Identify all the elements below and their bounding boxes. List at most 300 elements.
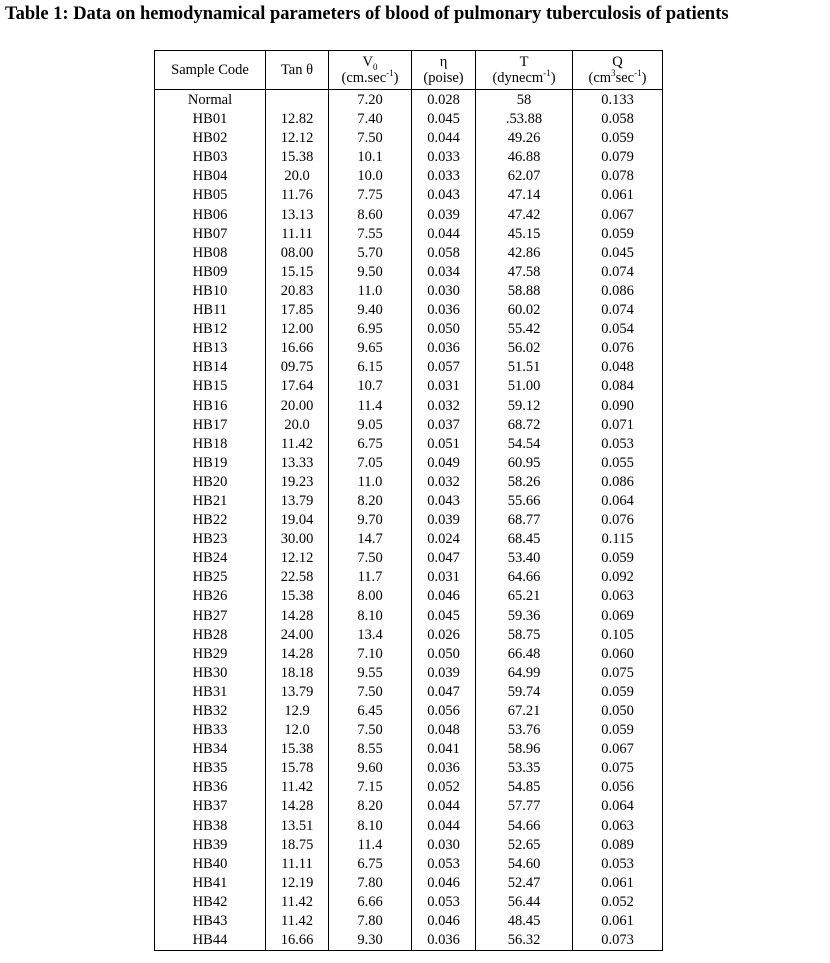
q-cell: 0.092 xyxy=(573,568,663,587)
v0-cell: 7.05 xyxy=(329,454,412,473)
sample-code-cell: HB23 xyxy=(155,530,266,549)
t-cell: 49.26 xyxy=(476,129,573,148)
v0-cell: 9.05 xyxy=(329,416,412,435)
tan-theta-cell: 20.83 xyxy=(266,282,329,301)
t-cell: 45.15 xyxy=(476,225,573,244)
eta-cell: 0.031 xyxy=(412,377,476,396)
q-cell: 0.061 xyxy=(573,912,663,931)
table-row xyxy=(155,740,663,759)
sample-code-cell: HB36 xyxy=(155,778,266,797)
tan-theta-cell: 09.75 xyxy=(266,358,329,377)
tan-theta-cell: 12.0 xyxy=(266,721,329,740)
table-row xyxy=(155,339,663,358)
q-cell: 0.055 xyxy=(573,454,663,473)
t-cell: 62.07 xyxy=(476,167,573,186)
eta-cell: 0.030 xyxy=(412,836,476,855)
eta-cell: 0.031 xyxy=(412,568,476,587)
sample-code-cell: HB39 xyxy=(155,836,266,855)
sample-code-cell: HB19 xyxy=(155,454,266,473)
sample-code-cell: HB09 xyxy=(155,263,266,282)
eta-cell: 0.036 xyxy=(412,931,476,951)
eta-cell: 0.044 xyxy=(412,817,476,836)
sample-code-cell: HB37 xyxy=(155,797,266,816)
table-row xyxy=(155,377,663,396)
t-cell: 68.77 xyxy=(476,511,573,530)
t-cell: 42.86 xyxy=(476,244,573,263)
table-row xyxy=(155,645,663,664)
table-row xyxy=(155,664,663,683)
v0-cell: 7.50 xyxy=(329,129,412,148)
tan-theta-cell: 13.33 xyxy=(266,454,329,473)
v0-cell: 7.50 xyxy=(329,721,412,740)
t-cell: 58.26 xyxy=(476,473,573,492)
tan-theta-cell xyxy=(266,90,329,111)
q-cell: 0.052 xyxy=(573,893,663,912)
v0-cell: 6.66 xyxy=(329,893,412,912)
t-cell: 67.21 xyxy=(476,702,573,721)
v0-cell: 14.7 xyxy=(329,530,412,549)
q-cell: 0.078 xyxy=(573,167,663,186)
t-cell: 59.74 xyxy=(476,683,573,702)
table-header xyxy=(155,51,663,90)
tan-theta-cell: 15.38 xyxy=(266,587,329,606)
q-cell: 0.089 xyxy=(573,836,663,855)
eta-cell: 0.053 xyxy=(412,893,476,912)
tan-theta-cell: 16.66 xyxy=(266,339,329,358)
v0-cell: 7.75 xyxy=(329,186,412,205)
eta-cell: 0.057 xyxy=(412,358,476,377)
eta-cell: 0.033 xyxy=(412,148,476,167)
v0-cell: 9.55 xyxy=(329,664,412,683)
sample-code-cell: HB29 xyxy=(155,645,266,664)
t-cell: 59.36 xyxy=(476,607,573,626)
eta-cell: 0.043 xyxy=(412,186,476,205)
t-cell: 64.99 xyxy=(476,664,573,683)
v0-cell: 7.15 xyxy=(329,778,412,797)
t-cell: 68.45 xyxy=(476,530,573,549)
q-cell: 0.076 xyxy=(573,511,663,530)
eta-cell: 0.032 xyxy=(412,473,476,492)
t-cell: 64.66 xyxy=(476,568,573,587)
t-cell: 48.45 xyxy=(476,912,573,931)
q-cell: 0.059 xyxy=(573,129,663,148)
sample-code-cell: HB35 xyxy=(155,759,266,778)
v0-cell: 9.70 xyxy=(329,511,412,530)
sample-code-cell: HB27 xyxy=(155,607,266,626)
t-cell: 47.58 xyxy=(476,263,573,282)
tan-theta-cell: 16.66 xyxy=(266,931,329,951)
table-row xyxy=(155,492,663,511)
v0-cell: 10.7 xyxy=(329,377,412,396)
tan-theta-cell: 11.11 xyxy=(266,225,329,244)
table-row xyxy=(155,721,663,740)
tan-theta-cell: 11.76 xyxy=(266,186,329,205)
t-cell: 55.66 xyxy=(476,492,573,511)
header-v0: $V_0$ $(cm.\sec^{-1})$ xyxy=(329,51,412,90)
table-row xyxy=(155,836,663,855)
tan-theta-cell: 24.00 xyxy=(266,626,329,645)
table-row xyxy=(155,110,663,129)
t-cell: 56.44 xyxy=(476,893,573,912)
eta-cell: 0.050 xyxy=(412,320,476,339)
q-cell: 0.064 xyxy=(573,797,663,816)
v0-cell: 11.4 xyxy=(329,836,412,855)
table-row xyxy=(155,358,663,377)
t-cell: 58.96 xyxy=(476,740,573,759)
q-cell: 0.060 xyxy=(573,645,663,664)
table-row xyxy=(155,90,663,111)
eta-cell: 0.047 xyxy=(412,549,476,568)
v0-cell: 6.95 xyxy=(329,320,412,339)
eta-cell: 0.034 xyxy=(412,263,476,282)
tan-theta-cell: 15.78 xyxy=(266,759,329,778)
sample-code-cell: HB06 xyxy=(155,206,266,225)
table-title: Table 1: Data on hemodynamical parameters of blood of pulmonary tuberculosis of patients xyxy=(5,4,729,24)
sample-code-cell: HB32 xyxy=(155,702,266,721)
t-cell: 53.35 xyxy=(476,759,573,778)
t-cell: 56.32 xyxy=(476,931,573,951)
tan-theta-cell: 11.42 xyxy=(266,435,329,454)
t-cell: 59.12 xyxy=(476,397,573,416)
eta-cell: 0.051 xyxy=(412,435,476,454)
table-row xyxy=(155,568,663,587)
sample-code-cell: HB33 xyxy=(155,721,266,740)
eta-cell: 0.039 xyxy=(412,206,476,225)
tan-theta-cell: 11.42 xyxy=(266,778,329,797)
q-cell: 0.090 xyxy=(573,397,663,416)
t-cell: .53.88 xyxy=(476,110,573,129)
t-cell: 51.51 xyxy=(476,358,573,377)
eta-cell: 0.036 xyxy=(412,301,476,320)
t-cell: 58.88 xyxy=(476,282,573,301)
sample-code-cell: HB38 xyxy=(155,817,266,836)
sample-code-cell: HB24 xyxy=(155,549,266,568)
tan-theta-cell: 15.38 xyxy=(266,740,329,759)
q-cell: 0.076 xyxy=(573,339,663,358)
tan-theta-cell: 14.28 xyxy=(266,797,329,816)
v0-cell: 8.00 xyxy=(329,587,412,606)
table-row xyxy=(155,855,663,874)
q-cell: 0.071 xyxy=(573,416,663,435)
t-cell: 54.60 xyxy=(476,855,573,874)
q-cell: 0.059 xyxy=(573,721,663,740)
eta-cell: 0.030 xyxy=(412,282,476,301)
q-cell: 0.053 xyxy=(573,855,663,874)
sample-code-cell: HB43 xyxy=(155,912,266,931)
v0-cell: 7.10 xyxy=(329,645,412,664)
eta-cell: 0.049 xyxy=(412,454,476,473)
q-cell: 0.067 xyxy=(573,206,663,225)
eta-cell: 0.047 xyxy=(412,683,476,702)
q-cell: 0.056 xyxy=(573,778,663,797)
eta-cell: 0.036 xyxy=(412,759,476,778)
t-cell: 46.88 xyxy=(476,148,573,167)
q-cell: 0.086 xyxy=(573,282,663,301)
t-cell: 54.54 xyxy=(476,435,573,454)
t-cell: 54.66 xyxy=(476,817,573,836)
tan-theta-cell: 12.19 xyxy=(266,874,329,893)
q-cell: 0.133 xyxy=(573,90,663,111)
t-cell: 52.47 xyxy=(476,874,573,893)
q-cell: 0.058 xyxy=(573,110,663,129)
tan-theta-cell: 14.28 xyxy=(266,645,329,664)
tan-theta-cell: 13.13 xyxy=(266,206,329,225)
t-cell: 56.02 xyxy=(476,339,573,358)
header-tan-theta: Tan θ xyxy=(266,51,329,90)
sample-code-cell: HB34 xyxy=(155,740,266,759)
sample-code-cell: HB02 xyxy=(155,129,266,148)
sample-code-cell: Normal xyxy=(155,90,266,111)
tan-theta-cell: 19.04 xyxy=(266,511,329,530)
q-cell: 0.061 xyxy=(573,874,663,893)
tan-theta-cell: 20.0 xyxy=(266,416,329,435)
v0-cell: 7.20 xyxy=(329,90,412,111)
eta-cell: 0.044 xyxy=(412,225,476,244)
eta-cell: 0.039 xyxy=(412,664,476,683)
tan-theta-cell: 17.85 xyxy=(266,301,329,320)
table-row xyxy=(155,416,663,435)
sample-code-cell: HB41 xyxy=(155,874,266,893)
sample-code-cell: HB22 xyxy=(155,511,266,530)
eta-cell: 0.028 xyxy=(412,90,476,111)
header-sample-code: Sample Code xyxy=(155,51,266,90)
eta-cell: 0.043 xyxy=(412,492,476,511)
eta-cell: 0.041 xyxy=(412,740,476,759)
v0-cell: 7.55 xyxy=(329,225,412,244)
eta-cell: 0.058 xyxy=(412,244,476,263)
eta-cell: 0.046 xyxy=(412,587,476,606)
table-row xyxy=(155,511,663,530)
eta-cell: 0.039 xyxy=(412,511,476,530)
v0-cell: 11.0 xyxy=(329,473,412,492)
q-cell: 0.054 xyxy=(573,320,663,339)
sample-code-cell: HB13 xyxy=(155,339,266,358)
table-row xyxy=(155,206,663,225)
v0-cell: 11.0 xyxy=(329,282,412,301)
q-cell: 0.074 xyxy=(573,263,663,282)
q-cell: 0.053 xyxy=(573,435,663,454)
v0-cell: 6.75 xyxy=(329,435,412,454)
table-row xyxy=(155,607,663,626)
sample-code-cell: HB44 xyxy=(155,931,266,951)
t-cell: 51.00 xyxy=(476,377,573,396)
sample-code-cell: HB25 xyxy=(155,568,266,587)
table-row xyxy=(155,931,663,951)
sample-code-cell: HB16 xyxy=(155,397,266,416)
table-row xyxy=(155,397,663,416)
eta-cell: 0.053 xyxy=(412,855,476,874)
tan-theta-cell: 13.79 xyxy=(266,683,329,702)
q-cell: 0.073 xyxy=(573,931,663,951)
t-cell: 47.42 xyxy=(476,206,573,225)
sample-code-cell: HB15 xyxy=(155,377,266,396)
eta-cell: 0.048 xyxy=(412,721,476,740)
v0-cell: 9.40 xyxy=(329,301,412,320)
table-row xyxy=(155,702,663,721)
hemodynamics-table xyxy=(154,50,663,951)
v0-cell: 7.80 xyxy=(329,912,412,931)
tan-theta-cell: 12.12 xyxy=(266,129,329,148)
table-row xyxy=(155,225,663,244)
eta-cell: 0.033 xyxy=(412,167,476,186)
v0-cell: 8.10 xyxy=(329,607,412,626)
table-row xyxy=(155,797,663,816)
eta-cell: 0.044 xyxy=(412,129,476,148)
table-row xyxy=(155,530,663,549)
t-cell: 66.48 xyxy=(476,645,573,664)
table-row xyxy=(155,244,663,263)
tan-theta-cell: 30.00 xyxy=(266,530,329,549)
table-row xyxy=(155,282,663,301)
q-cell: 0.069 xyxy=(573,607,663,626)
table-row xyxy=(155,759,663,778)
sample-code-cell: HB26 xyxy=(155,587,266,606)
q-cell: 0.061 xyxy=(573,186,663,205)
v0-cell: 5.70 xyxy=(329,244,412,263)
t-cell: 65.21 xyxy=(476,587,573,606)
header-row xyxy=(155,51,663,90)
eta-cell: 0.026 xyxy=(412,626,476,645)
header-t: T (dynecm$^{-1}$) xyxy=(476,51,573,90)
table-row xyxy=(155,912,663,931)
q-cell: 0.059 xyxy=(573,549,663,568)
sample-code-cell: HB21 xyxy=(155,492,266,511)
q-cell: 0.067 xyxy=(573,740,663,759)
v0-cell: 13.4 xyxy=(329,626,412,645)
v0-cell: 9.30 xyxy=(329,931,412,951)
tan-theta-cell: 13.79 xyxy=(266,492,329,511)
tan-theta-cell: 18.75 xyxy=(266,836,329,855)
t-cell: 53.40 xyxy=(476,549,573,568)
q-cell: 0.050 xyxy=(573,702,663,721)
tan-theta-cell: 12.00 xyxy=(266,320,329,339)
t-cell: 53.76 xyxy=(476,721,573,740)
table-row xyxy=(155,186,663,205)
t-cell: 57.77 xyxy=(476,797,573,816)
t-cell: 68.72 xyxy=(476,416,573,435)
sample-code-cell: HB17 xyxy=(155,416,266,435)
t-cell: 52.65 xyxy=(476,836,573,855)
sample-code-cell: HB31 xyxy=(155,683,266,702)
table-row xyxy=(155,626,663,645)
table-row xyxy=(155,167,663,186)
table-row xyxy=(155,454,663,473)
table-row xyxy=(155,129,663,148)
q-cell: 0.105 xyxy=(573,626,663,645)
q-cell: 0.059 xyxy=(573,683,663,702)
header-q: Q $(cm^3\sec^{-1})$ xyxy=(573,51,663,90)
t-cell: 47.14 xyxy=(476,186,573,205)
table-row xyxy=(155,683,663,702)
tan-theta-cell: 18.18 xyxy=(266,664,329,683)
tan-theta-cell: 15.38 xyxy=(266,148,329,167)
sample-code-cell: HB08 xyxy=(155,244,266,263)
q-cell: 0.115 xyxy=(573,530,663,549)
v0-cell: 9.60 xyxy=(329,759,412,778)
q-cell: 0.075 xyxy=(573,759,663,778)
eta-cell: 0.052 xyxy=(412,778,476,797)
sample-code-cell: HB18 xyxy=(155,435,266,454)
t-cell: 60.02 xyxy=(476,301,573,320)
v0-cell: 10.1 xyxy=(329,148,412,167)
table-body xyxy=(155,90,663,951)
v0-cell: 6.75 xyxy=(329,855,412,874)
tan-theta-cell: 17.64 xyxy=(266,377,329,396)
v0-cell: 11.7 xyxy=(329,568,412,587)
sample-code-cell: HB28 xyxy=(155,626,266,645)
tan-theta-cell: 11.42 xyxy=(266,893,329,912)
v0-cell: 7.50 xyxy=(329,549,412,568)
table-row xyxy=(155,263,663,282)
tan-theta-cell: 11.42 xyxy=(266,912,329,931)
table-row xyxy=(155,301,663,320)
sample-code-cell: HB04 xyxy=(155,167,266,186)
t-cell: 58.75 xyxy=(476,626,573,645)
v0-cell: 8.60 xyxy=(329,206,412,225)
eta-cell: 0.036 xyxy=(412,339,476,358)
table-row xyxy=(155,549,663,568)
sample-code-cell: HB14 xyxy=(155,358,266,377)
t-cell: 58 xyxy=(476,90,573,111)
tan-theta-cell: 14.28 xyxy=(266,607,329,626)
tan-theta-cell: 12.9 xyxy=(266,702,329,721)
q-cell: 0.079 xyxy=(573,148,663,167)
q-cell: 0.045 xyxy=(573,244,663,263)
v0-cell: 10.0 xyxy=(329,167,412,186)
table-row xyxy=(155,778,663,797)
eta-cell: 0.045 xyxy=(412,110,476,129)
eta-cell: 0.024 xyxy=(412,530,476,549)
sample-code-cell: HB42 xyxy=(155,893,266,912)
eta-cell: 0.046 xyxy=(412,874,476,893)
tan-theta-cell: 12.12 xyxy=(266,549,329,568)
v0-cell: 7.50 xyxy=(329,683,412,702)
table-row xyxy=(155,874,663,893)
t-cell: 55.42 xyxy=(476,320,573,339)
q-cell: 0.074 xyxy=(573,301,663,320)
v0-cell: 8.20 xyxy=(329,797,412,816)
table-row xyxy=(155,587,663,606)
sample-code-cell: HB03 xyxy=(155,148,266,167)
table-row xyxy=(155,893,663,912)
q-cell: 0.048 xyxy=(573,358,663,377)
v0-cell: 6.15 xyxy=(329,358,412,377)
q-cell: 0.075 xyxy=(573,664,663,683)
sample-code-cell: HB10 xyxy=(155,282,266,301)
sample-code-cell: HB20 xyxy=(155,473,266,492)
table-row xyxy=(155,435,663,454)
q-cell: 0.063 xyxy=(573,817,663,836)
v0-cell: 7.40 xyxy=(329,110,412,129)
table-row xyxy=(155,473,663,492)
eta-cell: 0.056 xyxy=(412,702,476,721)
table-row xyxy=(155,320,663,339)
table-row xyxy=(155,817,663,836)
sample-code-cell: HB11 xyxy=(155,301,266,320)
tan-theta-cell: 22.58 xyxy=(266,568,329,587)
q-cell: 0.059 xyxy=(573,225,663,244)
v0-cell: 6.45 xyxy=(329,702,412,721)
eta-cell: 0.032 xyxy=(412,397,476,416)
v0-cell: 9.65 xyxy=(329,339,412,358)
tan-theta-cell: 20.00 xyxy=(266,397,329,416)
q-cell: 0.063 xyxy=(573,587,663,606)
tan-theta-cell: 19.23 xyxy=(266,473,329,492)
v0-cell: 8.10 xyxy=(329,817,412,836)
eta-cell: 0.045 xyxy=(412,607,476,626)
q-cell: 0.086 xyxy=(573,473,663,492)
t-cell: 60.95 xyxy=(476,454,573,473)
